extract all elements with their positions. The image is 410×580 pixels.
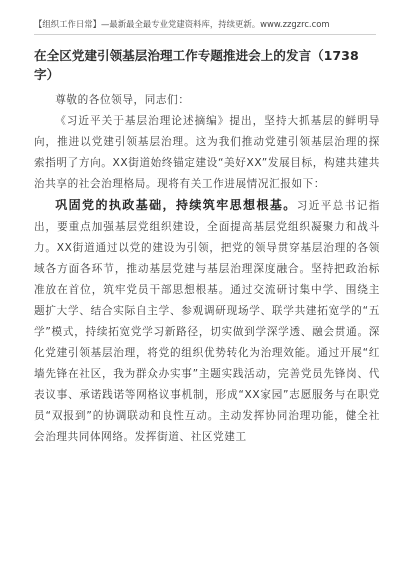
section-1-heading: 巩固党的执政基础，持续筑牢思想根基。: [55, 198, 297, 212]
greeting: 尊敬的各位领导，同志们：: [55, 94, 190, 106]
banner-divider: [34, 34, 376, 35]
section-1-text: 习近平总书记指出，要重点加强基层党组织建设，全面提高基层党组织凝聚力和战斗力。XX街道通过以党的建设为引领，把党的领导贯穿基层治理的各领域各方面各环节，推动基层党建与基层治理深度融合。坚持把政治标准放在首位，筑牢党员干部思想根基。通过交流研讨集中学、围绕主题扩大学、结合实际自主学、参观调研现场学、联学共建拓宽学的“五学”模式，持续拓宽党学习新路径，切实做到学深学透、融会贯通。深化党建引领基层治理，将党的组织优势转化为治理效能。通过开展“红墙先锋在社区，我为群众办实事”主题实践活动，完善党员先锋岗、代表议事、承诺践诺等网格议事机制，形成“XX家园”志愿服务与在职党员“双报到”的协调联动和良性互动。主动发挥协同治理功能，健全社会治理共同体网络。发挥街道、社区党建工: [34, 200, 381, 443]
section-1-paragraph: [34, 195, 380, 448]
document-body: [34, 90, 380, 448]
site-banner: 【组织工作日常】—最新最全最专业党建资料库，持续更新。www.zzgzrc.com: [34, 19, 330, 29]
document-title: 在全区党建引领基层治理工作专题推进会上的发言（1738字）: [34, 48, 359, 82]
intro-paragraph: 《习近平关于基层治理论述摘编》提出，坚持大抓基层的鲜明导向，推进以党建引领基层治理。这为我们推动党建引领基层治理的探索指明了方向。XX街道始终锚定建设“美好XX”发展目标，构建共建共治共享的社会治理格局。现将有关工作进展情况汇报如下：: [34, 115, 380, 190]
